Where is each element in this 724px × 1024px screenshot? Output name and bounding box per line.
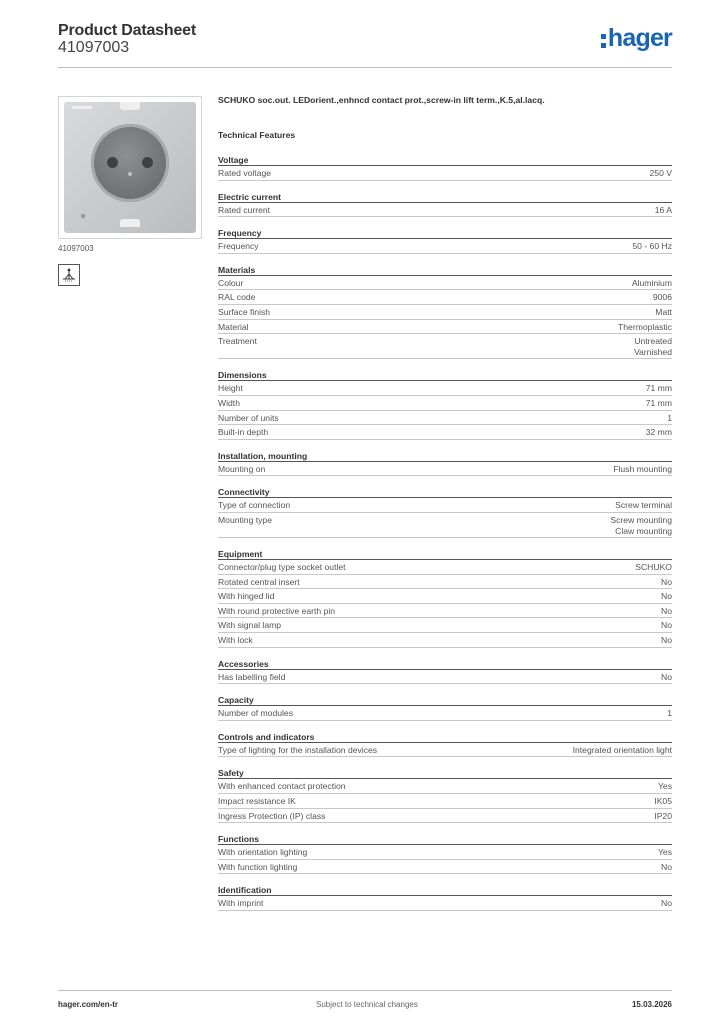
footer-website: hager.com/en-tr (58, 1000, 119, 1009)
table-row (218, 239, 672, 254)
section-title: Identification (218, 884, 672, 896)
row-label: Colour (218, 277, 244, 288)
row-label: Rated current (218, 204, 271, 215)
row-label: Impact resistance IK (218, 796, 296, 807)
row-value (615, 500, 672, 511)
row-value-line: SCHUKO (635, 562, 672, 573)
flush-mounting-icon (58, 264, 80, 286)
table-row (218, 462, 672, 477)
row-label: Rotated central insert (218, 576, 300, 587)
row-value (661, 577, 672, 588)
row-value-line: 71 mm (645, 383, 672, 394)
row-value (646, 398, 672, 409)
section (218, 486, 672, 538)
row-value-line: 1 (667, 708, 672, 719)
table-row (218, 779, 672, 794)
table-row (218, 166, 672, 181)
table-row (218, 706, 672, 721)
page-footer (58, 990, 672, 1012)
row-value-line: 16 A (654, 204, 672, 215)
row-value (667, 413, 672, 424)
row-value (661, 591, 672, 602)
row-value-line: Flush mounting (613, 463, 672, 474)
row-value (661, 606, 672, 617)
row-label: Built-in depth (218, 427, 269, 438)
section-title: Controls and indicators (218, 731, 672, 743)
row-label: With enhanced contact protection (218, 781, 346, 792)
socket-plate (64, 102, 196, 233)
socket-pin-right (142, 157, 153, 168)
row-label: Material (218, 321, 249, 332)
row-label: With lock (218, 635, 253, 646)
row-value (654, 811, 672, 822)
row-value-line: IP20 (654, 810, 672, 821)
orientation-led (128, 172, 132, 176)
section-title: Accessories (218, 658, 672, 670)
row-value (613, 464, 672, 475)
section-title: Dimensions (218, 369, 672, 381)
section-title: Frequency (218, 227, 672, 239)
row-label: Height (218, 383, 243, 394)
row-label: With hinged lid (218, 591, 275, 602)
product-number: 41097003 (58, 39, 130, 56)
section (218, 450, 672, 477)
row-value-line: No (661, 605, 672, 616)
row-value (634, 336, 672, 357)
row-value (661, 898, 672, 909)
row-label: With imprint (218, 898, 264, 909)
row-value (661, 635, 672, 646)
row-value-line: Screw mounting (610, 514, 672, 525)
row-value (667, 708, 672, 719)
section (218, 833, 672, 874)
row-label: Number of modules (218, 708, 293, 719)
table-row (218, 290, 672, 305)
table-row (218, 633, 672, 648)
section-title: Capacity (218, 694, 672, 706)
row-value-line: Varnished (633, 346, 672, 357)
section-title: Voltage (218, 154, 672, 166)
row-value (661, 620, 672, 631)
row-value (646, 383, 672, 394)
row-value (650, 168, 672, 179)
footer-notice: Subject to technical changes (316, 1000, 418, 1009)
table-row (218, 670, 672, 685)
row-value-line: 32 mm (645, 427, 672, 438)
row-value-line: Integrated orientation light (572, 744, 672, 755)
row-value (658, 847, 672, 858)
section-title: Electric current (218, 191, 672, 203)
row-value-line: 9006 (652, 292, 672, 303)
section (218, 264, 672, 360)
row-value-line: Screw terminal (615, 500, 672, 511)
socket-insert (91, 124, 169, 202)
row-label: Mounting type (218, 514, 272, 525)
table-row (218, 513, 672, 538)
row-value-line: Matt (655, 306, 672, 317)
logo-text: hager (607, 24, 672, 52)
table-row (218, 845, 672, 860)
section-title: Safety (218, 767, 672, 779)
table-row (218, 575, 672, 590)
row-label: Type of lighting for the installation devices (218, 744, 378, 755)
orientation-light-icon (81, 214, 85, 218)
section (218, 548, 672, 648)
row-value (661, 862, 672, 873)
row-value-line: 1 (667, 412, 672, 423)
row-value-line: Aluminium (631, 277, 672, 288)
section (218, 369, 672, 439)
row-value (632, 278, 672, 289)
product-description: SCHUKO soc.out. LEDorient.,enhncd contact prot.,screw-in lift term.,K.5,al.lacq. (218, 95, 545, 105)
row-label: Rated voltage (218, 168, 272, 178)
row-label: Connector/plug type socket outlet (218, 562, 346, 573)
section (218, 884, 672, 911)
table-row (218, 334, 672, 359)
row-value-line: No (661, 898, 672, 909)
row-value-line: 250 V (649, 168, 672, 178)
row-label: Number of units (218, 412, 279, 423)
table-row (218, 743, 672, 758)
table-row (218, 860, 672, 875)
table-row (218, 411, 672, 426)
row-label: Surface finish (218, 306, 271, 317)
table-row (218, 305, 672, 320)
table-row (218, 604, 672, 619)
earth-clip-top (120, 102, 140, 110)
row-label: Mounting on (218, 463, 266, 474)
row-label: Ingress Protection (IP) class (218, 810, 326, 821)
section (218, 731, 672, 758)
row-value (618, 322, 672, 333)
row-value (654, 796, 672, 807)
table-row (218, 381, 672, 396)
section (218, 658, 672, 685)
row-value-line: Claw mounting (615, 525, 672, 536)
row-value (610, 515, 672, 536)
hager-logo (601, 26, 672, 51)
footer-date: 15.03.2026 (631, 1000, 672, 1009)
datasheet-content (218, 95, 672, 921)
table-row (218, 794, 672, 809)
row-value-line: Untreated (634, 336, 672, 347)
section-title: Equipment (218, 548, 672, 560)
table-row (218, 320, 672, 335)
row-value (658, 781, 672, 792)
row-value-line: No (661, 620, 672, 631)
row-value (655, 205, 672, 216)
product-image (58, 96, 202, 239)
row-value-line: IK05 (654, 796, 672, 807)
row-value-line: 50 - 60 Hz (632, 241, 672, 252)
table-row (218, 203, 672, 218)
table-row (218, 498, 672, 513)
row-value (635, 562, 672, 573)
row-value-line: Thermoplastic (618, 321, 672, 332)
table-row (218, 618, 672, 633)
section (218, 767, 672, 823)
row-value (646, 427, 672, 438)
row-label: With orientation lighting (218, 847, 308, 858)
earth-clip-bottom (120, 219, 140, 227)
section-title: Functions (218, 833, 672, 845)
row-value-line: No (661, 671, 672, 682)
row-label: RAL code (218, 292, 256, 303)
row-label: Treatment (218, 336, 257, 347)
row-value (653, 292, 672, 303)
section-title: Installation, mounting (218, 450, 672, 462)
row-label: With round protective earth pin (218, 605, 336, 616)
document-title: Product Datasheet (58, 22, 196, 39)
row-label: Width (218, 397, 240, 408)
row-label: Type of connection (218, 500, 291, 511)
table-row (218, 589, 672, 604)
row-label: Has labelling field (218, 671, 286, 682)
logo-colon-icon (601, 34, 606, 48)
socket-pin-left (107, 157, 118, 168)
section-title: Materials (218, 264, 672, 276)
row-value-line: No (661, 591, 672, 602)
row-label: With function lighting (218, 861, 298, 872)
row-label: Frequency (218, 241, 259, 252)
technical-features-title: Technical Features (218, 130, 296, 140)
row-value (661, 672, 672, 683)
row-value-line: No (661, 576, 672, 587)
row-label: With signal lamp (218, 620, 282, 631)
row-value (655, 307, 672, 318)
row-value-line: No (661, 635, 672, 646)
table-row (218, 560, 672, 575)
row-value-line: Yes (657, 847, 672, 858)
table-row (218, 276, 672, 291)
row-value-line: No (661, 861, 672, 872)
row-value-line: Yes (657, 781, 672, 792)
table-row (218, 896, 672, 911)
row-value (573, 745, 672, 756)
row-value-line: 71 mm (645, 397, 672, 408)
page-header (58, 22, 672, 68)
section (218, 191, 672, 218)
section (218, 227, 672, 254)
feature-sections (218, 154, 672, 911)
section (218, 694, 672, 721)
table-row (218, 809, 672, 824)
row-value (632, 241, 672, 252)
section-title: Connectivity (218, 486, 672, 498)
image-caption: 41097003 (58, 244, 94, 253)
table-row (218, 396, 672, 411)
section (218, 154, 672, 181)
table-row (218, 425, 672, 440)
